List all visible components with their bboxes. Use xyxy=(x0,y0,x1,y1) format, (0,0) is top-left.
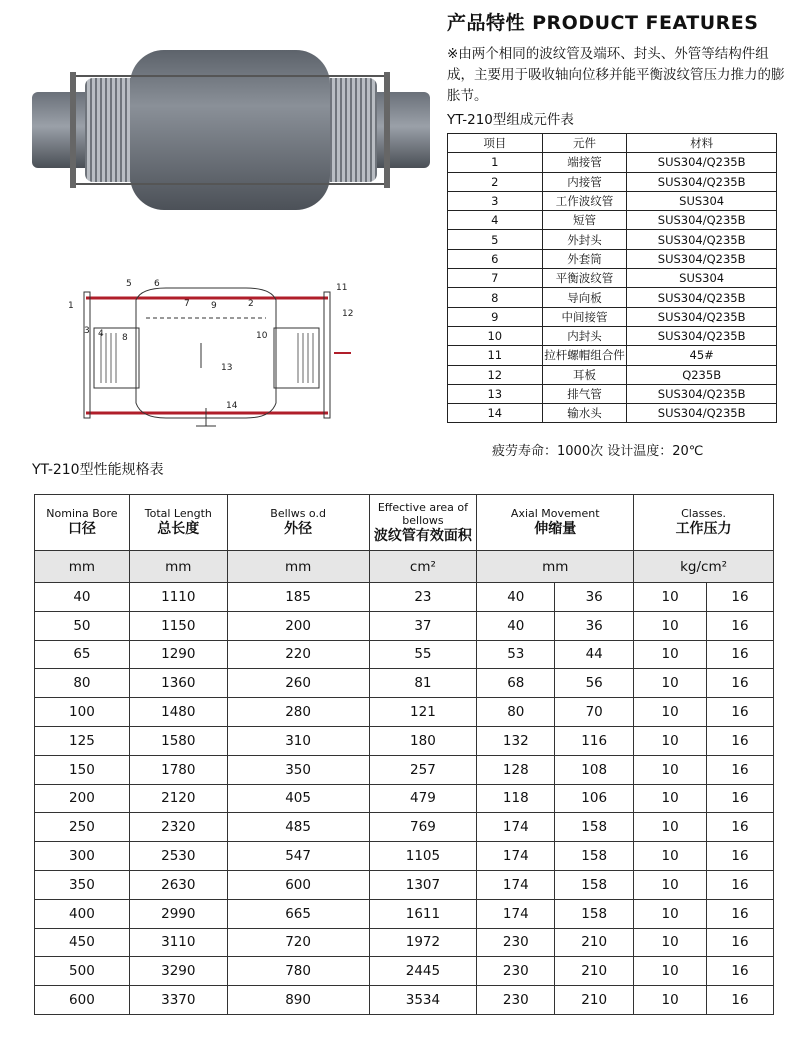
parts-table-cell: 拉杆螺帽组合件 xyxy=(542,346,627,365)
spec-table-cell: 158 xyxy=(555,870,634,899)
parts-table-cell: 外套筒 xyxy=(542,249,627,268)
unit-cell: mm xyxy=(477,551,634,583)
parts-table-cell: SUS304/Q235B xyxy=(627,249,777,268)
spec-table-cell: 16 xyxy=(707,986,774,1015)
spec-table-cell: 479 xyxy=(369,784,477,813)
parts-table-cell: SUS304/Q235B xyxy=(627,288,777,307)
parts-table-cell: SUS304/Q235B xyxy=(627,307,777,326)
spec-table-cell: 128 xyxy=(477,755,555,784)
diagram-label: 1 xyxy=(68,301,74,311)
page-title: 产品特性 PRODUCT FEATURES xyxy=(447,12,759,34)
spec-table-cell: 405 xyxy=(227,784,369,813)
spec-table-row xyxy=(35,928,774,957)
parts-table-cell: 13 xyxy=(448,384,543,403)
spec-table-cell: 44 xyxy=(555,640,634,669)
parts-table-cell: 7 xyxy=(448,269,543,288)
spec-table-cell: 121 xyxy=(369,698,477,727)
fatigue-life-note: 疲劳寿命：1000次 设计温度：20℃ xyxy=(492,444,704,459)
parts-table-cell: 11 xyxy=(448,346,543,365)
spec-table-cell: 1290 xyxy=(129,640,227,669)
parts-table-cell: 外封头 xyxy=(542,230,627,249)
spec-table xyxy=(34,494,774,1015)
parts-table-cell: 9 xyxy=(448,307,543,326)
parts-header-material: 材料 xyxy=(627,134,777,153)
parts-table-cell: 1 xyxy=(448,153,543,172)
diagram-label: 4 xyxy=(98,329,104,339)
spec-table-row xyxy=(35,784,774,813)
parts-table-cell: SUS304 xyxy=(627,269,777,288)
spec-table-cell: 10 xyxy=(634,986,707,1015)
spec-table-cell: 665 xyxy=(227,899,369,928)
spec-table-cell: 10 xyxy=(634,957,707,986)
spec-table-cell: 10 xyxy=(634,755,707,784)
spec-table-cell: 230 xyxy=(477,986,555,1015)
spec-table-title: YT-210型性能规格表 xyxy=(32,462,164,478)
spec-table-cell: 1611 xyxy=(369,899,477,928)
diagram-label: 11 xyxy=(336,283,348,293)
spec-table-cell: 1150 xyxy=(129,611,227,640)
spec-table-cell: 210 xyxy=(555,986,634,1015)
spec-table-cell: 158 xyxy=(555,899,634,928)
spec-table-row xyxy=(35,611,774,640)
spec-table-cell: 2120 xyxy=(129,784,227,813)
parts-table-header xyxy=(448,134,777,153)
parts-table-row xyxy=(448,384,777,403)
spec-table-cell: 108 xyxy=(555,755,634,784)
spec-table-cell: 23 xyxy=(369,583,477,612)
spec-table-cell: 2530 xyxy=(129,842,227,871)
parts-table-row xyxy=(448,269,777,288)
product-photo xyxy=(30,40,430,220)
spec-table-cell: 116 xyxy=(555,726,634,755)
parts-table-cell: 4 xyxy=(448,211,543,230)
diagram-label: 6 xyxy=(154,279,160,289)
spec-table-cell: 37 xyxy=(369,611,477,640)
spec-table-cell: 16 xyxy=(707,842,774,871)
spec-table-cell: 300 xyxy=(35,842,130,871)
spec-table-cell: 16 xyxy=(707,669,774,698)
parts-table-cell: 14 xyxy=(448,404,543,423)
diagram-label: 12 xyxy=(342,309,354,319)
diagram-label: 13 xyxy=(221,363,233,373)
spec-table-cell: 220 xyxy=(227,640,369,669)
parts-table-title: YT-210型组成元件表 xyxy=(447,112,574,128)
parts-table-row xyxy=(448,346,777,365)
parts-table-cell: SUS304/Q235B xyxy=(627,326,777,345)
spec-table-cell: 16 xyxy=(707,726,774,755)
parts-table-cell: SUS304/Q235B xyxy=(627,211,777,230)
spec-table-cell: 600 xyxy=(35,986,130,1015)
parts-table-cell: 6 xyxy=(448,249,543,268)
spec-table-row xyxy=(35,957,774,986)
spec-table-cell: 890 xyxy=(227,986,369,1015)
spec-table-cell: 40 xyxy=(35,583,130,612)
parts-table-cell: 平衡波纹管 xyxy=(542,269,627,288)
spec-table-cell: 3534 xyxy=(369,986,477,1015)
spec-table-cell: 1580 xyxy=(129,726,227,755)
spec-table-cell: 16 xyxy=(707,698,774,727)
spec-table-row xyxy=(35,842,774,871)
spec-table-cell: 174 xyxy=(477,899,555,928)
spec-table-cell: 500 xyxy=(35,957,130,986)
spec-table-cell: 106 xyxy=(555,784,634,813)
spec-table-row xyxy=(35,583,774,612)
spec-table-cell: 769 xyxy=(369,813,477,842)
spec-table-cell: 310 xyxy=(227,726,369,755)
spec-table-cell: 10 xyxy=(634,640,707,669)
spec-table-cell: 1307 xyxy=(369,870,477,899)
spec-table-row xyxy=(35,726,774,755)
parts-table-row xyxy=(448,365,777,384)
spec-table-cell: 200 xyxy=(35,784,130,813)
parts-table-cell: 导向板 xyxy=(542,288,627,307)
diagram-label: 10 xyxy=(256,331,268,341)
spec-table-cell: 600 xyxy=(227,870,369,899)
spec-table-cell: 150 xyxy=(35,755,130,784)
spec-table-cell: 16 xyxy=(707,957,774,986)
spec-table-cell: 158 xyxy=(555,842,634,871)
spec-table-cell: 68 xyxy=(477,669,555,698)
spec-header-area: Effective area of bellows 波纹管有效面积 xyxy=(369,495,477,551)
unit-cell: mm xyxy=(129,551,227,583)
parts-table-cell: SUS304/Q235B xyxy=(627,230,777,249)
spec-header-bore: Nomina Bore 口径 xyxy=(35,495,130,551)
parts-table-row xyxy=(448,288,777,307)
spec-table-cell: 55 xyxy=(369,640,477,669)
spec-table-cell: 10 xyxy=(634,899,707,928)
spec-table-cell: 10 xyxy=(634,698,707,727)
diagram-label: 9 xyxy=(211,301,217,311)
spec-table-row xyxy=(35,640,774,669)
spec-header-row xyxy=(35,495,774,551)
parts-table-cell: SUS304/Q235B xyxy=(627,384,777,403)
parts-table-cell: 中间接管 xyxy=(542,307,627,326)
parts-table-cell: SUS304/Q235B xyxy=(627,404,777,423)
spec-table-cell: 50 xyxy=(35,611,130,640)
unit-cell: cm² xyxy=(369,551,477,583)
spec-table-cell: 10 xyxy=(634,842,707,871)
spec-table-row xyxy=(35,755,774,784)
spec-table-cell: 10 xyxy=(634,928,707,957)
spec-table-cell: 16 xyxy=(707,870,774,899)
spec-table-cell: 36 xyxy=(555,611,634,640)
parts-table-cell: 耳板 xyxy=(542,365,627,384)
parts-table-cell: 3 xyxy=(448,191,543,210)
parts-table-row xyxy=(448,230,777,249)
parts-table-row xyxy=(448,404,777,423)
parts-table-row xyxy=(448,307,777,326)
spec-table-cell: 280 xyxy=(227,698,369,727)
spec-table-cell: 485 xyxy=(227,813,369,842)
spec-table-cell: 1972 xyxy=(369,928,477,957)
spec-table-cell: 16 xyxy=(707,899,774,928)
spec-table-cell: 80 xyxy=(35,669,130,698)
diagram-label: 8 xyxy=(122,333,128,343)
parts-table-cell: Q235B xyxy=(627,365,777,384)
parts-table-row xyxy=(448,249,777,268)
diagram-label: 14 xyxy=(226,401,238,411)
spec-table-cell: 16 xyxy=(707,755,774,784)
unit-cell: mm xyxy=(35,551,130,583)
spec-header-od: Bellws o.d 外径 xyxy=(227,495,369,551)
spec-table-cell: 10 xyxy=(634,870,707,899)
parts-table-cell: SUS304/Q235B xyxy=(627,153,777,172)
spec-table-cell: 720 xyxy=(227,928,369,957)
parts-table-cell: 工作波纹管 xyxy=(542,191,627,210)
spec-table-cell: 40 xyxy=(477,583,555,612)
unit-cell: kg/cm² xyxy=(634,551,774,583)
parts-table-row xyxy=(448,211,777,230)
spec-table-cell: 547 xyxy=(227,842,369,871)
spec-table-cell: 1480 xyxy=(129,698,227,727)
spec-table-cell: 40 xyxy=(477,611,555,640)
spec-table-cell: 10 xyxy=(634,669,707,698)
parts-table-row xyxy=(448,326,777,345)
spec-table-cell: 260 xyxy=(227,669,369,698)
parts-table-cell: 45# xyxy=(627,346,777,365)
spec-table-cell: 2320 xyxy=(129,813,227,842)
parts-table-cell: 端接管 xyxy=(542,153,627,172)
spec-table-row xyxy=(35,698,774,727)
parts-table-cell: 短管 xyxy=(542,211,627,230)
parts-table-cell: 内接管 xyxy=(542,172,627,191)
spec-header-pressure: Classes. 工作压力 xyxy=(634,495,774,551)
spec-table-cell: 53 xyxy=(477,640,555,669)
spec-table-cell: 16 xyxy=(707,928,774,957)
parts-table-cell: 8 xyxy=(448,288,543,307)
spec-table-cell: 3290 xyxy=(129,957,227,986)
parts-table-cell: 内封头 xyxy=(542,326,627,345)
spec-table-cell: 16 xyxy=(707,784,774,813)
spec-table-cell: 81 xyxy=(369,669,477,698)
parts-table-cell: 5 xyxy=(448,230,543,249)
spec-table-cell: 10 xyxy=(634,583,707,612)
spec-table-cell: 158 xyxy=(555,813,634,842)
diagram-label: 2 xyxy=(248,299,254,309)
parts-table-row xyxy=(448,191,777,210)
unit-cell: mm xyxy=(227,551,369,583)
spec-header-length: Total Length 总长度 xyxy=(129,495,227,551)
spec-table-cell: 16 xyxy=(707,611,774,640)
spec-table-cell: 200 xyxy=(227,611,369,640)
parts-table-cell: SUS304/Q235B xyxy=(627,172,777,191)
spec-table-row xyxy=(35,669,774,698)
product-description: ※由两个相同的波纹管及端环、封头、外管等结构件组成，主要用于吸收轴向位移并能平衡波纹管压力推力的膨胀节。 xyxy=(447,46,785,104)
spec-table-cell: 174 xyxy=(477,842,555,871)
spec-table-cell: 185 xyxy=(227,583,369,612)
spec-table-cell: 1360 xyxy=(129,669,227,698)
spec-table-cell: 3370 xyxy=(129,986,227,1015)
diagram-label: 5 xyxy=(126,279,132,289)
spec-table-cell: 1105 xyxy=(369,842,477,871)
spec-table-cell: 10 xyxy=(634,784,707,813)
spec-table-row xyxy=(35,899,774,928)
spec-table-cell: 132 xyxy=(477,726,555,755)
diagram-label: 3 xyxy=(84,326,90,336)
spec-table-cell: 100 xyxy=(35,698,130,727)
spec-table-cell: 350 xyxy=(35,870,130,899)
parts-table-cell: 排气管 xyxy=(542,384,627,403)
parts-table-row xyxy=(448,153,777,172)
parts-table-cell: 12 xyxy=(448,365,543,384)
spec-table-cell: 250 xyxy=(35,813,130,842)
spec-table-cell: 174 xyxy=(477,813,555,842)
spec-table-cell: 16 xyxy=(707,583,774,612)
parts-table-cell: SUS304 xyxy=(627,191,777,210)
spec-table-cell: 2630 xyxy=(129,870,227,899)
spec-table-row xyxy=(35,986,774,1015)
technical-diagram xyxy=(66,278,366,428)
spec-table-cell: 350 xyxy=(227,755,369,784)
spec-table-row xyxy=(35,813,774,842)
parts-header-item: 项目 xyxy=(448,134,543,153)
spec-table-cell: 210 xyxy=(555,957,634,986)
spec-unit-row xyxy=(35,551,774,583)
parts-table-cell: 2 xyxy=(448,172,543,191)
spec-table-cell: 2445 xyxy=(369,957,477,986)
spec-table-cell: 56 xyxy=(555,669,634,698)
spec-table-cell: 118 xyxy=(477,784,555,813)
spec-table-cell: 3110 xyxy=(129,928,227,957)
spec-table-cell: 174 xyxy=(477,870,555,899)
parts-table-cell: 10 xyxy=(448,326,543,345)
parts-table xyxy=(447,133,777,423)
parts-table-row xyxy=(448,172,777,191)
spec-table-cell: 450 xyxy=(35,928,130,957)
spec-table-cell: 2990 xyxy=(129,899,227,928)
spec-table-cell: 180 xyxy=(369,726,477,755)
parts-table-cell: 输水头 xyxy=(542,404,627,423)
spec-table-cell: 16 xyxy=(707,640,774,669)
spec-table-cell: 65 xyxy=(35,640,130,669)
spec-table-cell: 1780 xyxy=(129,755,227,784)
spec-table-cell: 10 xyxy=(634,813,707,842)
parts-header-component: 元件 xyxy=(542,134,627,153)
spec-table-cell: 780 xyxy=(227,957,369,986)
spec-table-cell: 230 xyxy=(477,957,555,986)
spec-table-cell: 1110 xyxy=(129,583,227,612)
spec-table-cell: 16 xyxy=(707,813,774,842)
diagram-label: 7 xyxy=(184,299,190,309)
spec-table-cell: 80 xyxy=(477,698,555,727)
spec-table-cell: 10 xyxy=(634,611,707,640)
spec-table-cell: 36 xyxy=(555,583,634,612)
spec-table-row xyxy=(35,870,774,899)
spec-table-cell: 230 xyxy=(477,928,555,957)
spec-table-cell: 400 xyxy=(35,899,130,928)
spec-table-cell: 10 xyxy=(634,726,707,755)
spec-table-cell: 70 xyxy=(555,698,634,727)
spec-table-cell: 210 xyxy=(555,928,634,957)
spec-table-cell: 125 xyxy=(35,726,130,755)
spec-table-cell: 257 xyxy=(369,755,477,784)
spec-header-axial: Axial Movement 伸缩量 xyxy=(477,495,634,551)
